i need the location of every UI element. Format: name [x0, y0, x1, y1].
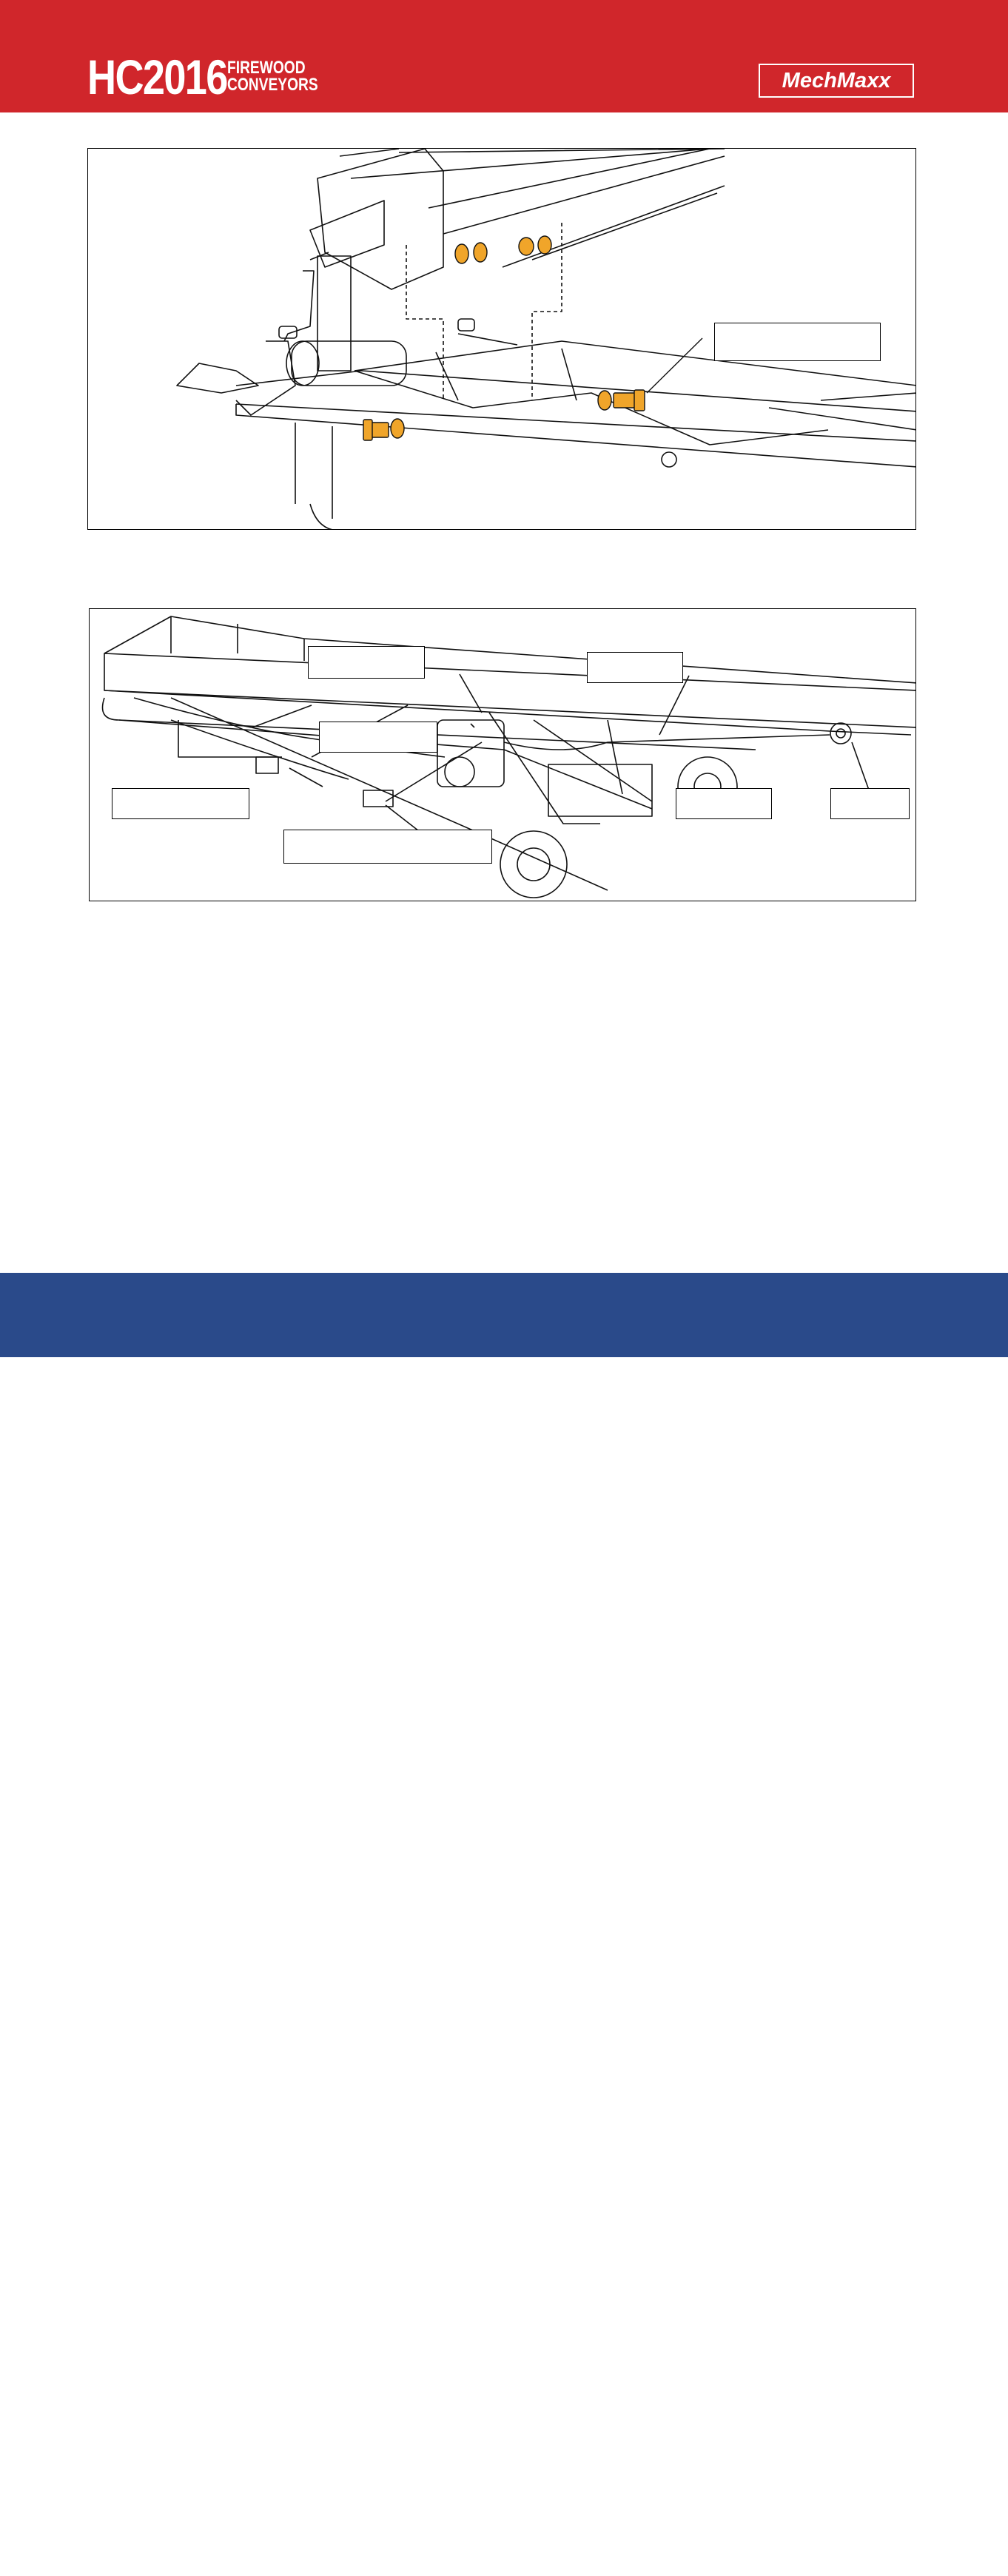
- callout-label: [587, 652, 683, 683]
- page-indicator: [90, 2556, 110, 2575]
- conveyor-drawing: [90, 609, 916, 901]
- callout-label: [676, 788, 772, 819]
- subtitle-line-1: FIREWOOD: [227, 58, 306, 78]
- page-footer: [0, 1273, 1008, 1357]
- subtitle-line-2: CONVEYORS: [227, 75, 318, 95]
- callout-label: [830, 788, 910, 819]
- product-subtitle: [227, 59, 318, 93]
- page-number-box: [89, 2555, 184, 2576]
- page-header: [0, 0, 1008, 112]
- callout-label: [308, 646, 425, 679]
- callout-label: [319, 722, 437, 753]
- brand-logo: MechMaxx: [759, 64, 914, 98]
- hopper-mount-hardware-figure: [87, 148, 916, 530]
- callout-label: [714, 323, 881, 361]
- conveyor-hydraulic-components-figure: [89, 608, 916, 901]
- callout-label: [112, 788, 249, 819]
- model-number: HC2016: [87, 50, 227, 104]
- callout-label: [283, 830, 492, 864]
